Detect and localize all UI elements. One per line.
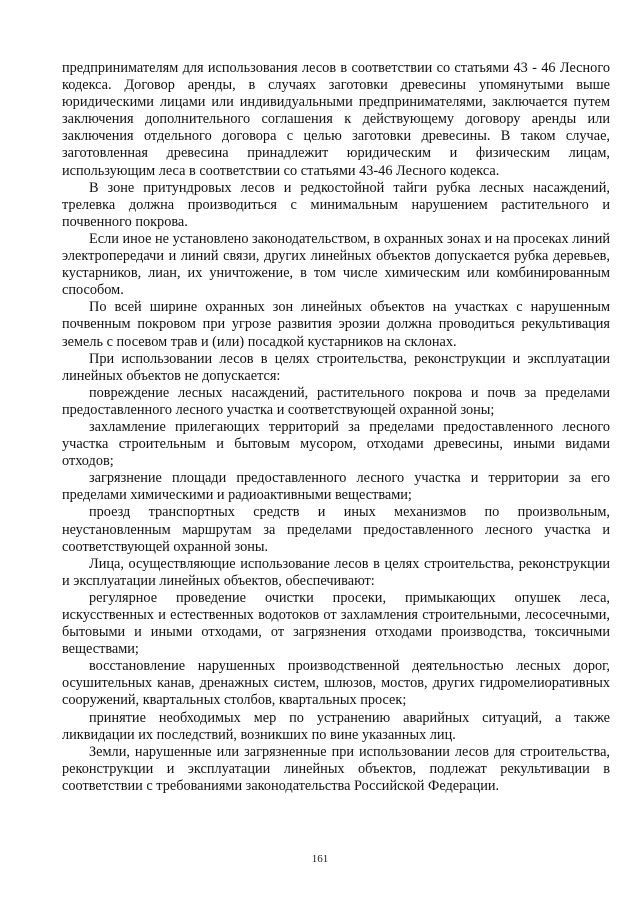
- paragraph: При использовании лесов в целях строительства, реконструкции и эксплуатации линейных объектов не допускается:: [62, 350, 610, 384]
- page-number: 161: [311, 853, 329, 865]
- list-item: принятие необходимых мер по устранению аварийных ситуаций, а также ликвидации их последствий, возникших по вине указанных лиц.: [62, 709, 610, 743]
- list-item: восстановление нарушенных производственной деятельностью лесных дорог, осушительных канав, дренажных систем, шлюзов, мостов, других гидромелиоративных сооружений, квартальных столбов, квартальных просек;: [62, 658, 610, 709]
- list-item: регулярное проведение очистки просеки, примыкающих опушек леса, искусственных и естественных водотоков от захламления строительными, лесосечными, бытовыми и иными отходами, от загрязнения отходами производства, токсичными веществами;: [62, 589, 610, 658]
- body-text: [62, 60, 610, 795]
- list-item: повреждение лесных насаждений, растительного покрова и почв за пределами предоставленного лесного участка и соответствующей охранной зоны;: [62, 384, 610, 418]
- paragraph: По всей ширине охранных зон линейных объектов на участках с нарушенным почвенным покровом при угрозе развития эрозии должна проводиться рекультивация земель с посевом трав и (или) посадкой кустарников на склонах.: [62, 299, 610, 350]
- list-item: проезд транспортных средств и иных механизмов по произвольным, неустановленным маршрутам за пределами предоставленного лесного участка и соответствующей охранной зоны.: [62, 504, 610, 555]
- paragraph: Земли, нарушенные или загрязненные при использовании лесов для строительства, реконструкции и эксплуатации линейных объектов, подлежат рекультивации в соответствии с требованиями законодательства Российской Федерации.: [62, 743, 610, 794]
- list-item: загрязнение площади предоставленного лесного участка и территории за его пределами химическими и радиоактивными веществами;: [62, 470, 610, 504]
- paragraph: Если иное не установлено законодательством, в охранных зонах и на просеках линий электропередачи и линий связи, других линейных объектов допускается рубка деревьев, кустарников, лиан, их уничтожение, в том числе химическим или комбинированным способом.: [62, 230, 610, 299]
- list-item: захламление прилегающих территорий за пределами предоставленного лесного участка строительным и бытовым мусором, отходами древесины, иными видами отходов;: [62, 418, 610, 470]
- paragraph: В зоне притундровых лесов и редкостойной тайги рубка лесных насаждений, трелевка должна производиться с минимальным нарушением растительного и почвенного покрова.: [62, 179, 610, 230]
- paragraph: Лица, осуществляющие использование лесов в целях строительства, реконструкции и эксплуатации линейных объектов, обеспечивают:: [62, 555, 610, 589]
- paragraph-continued: предпринимателям для использования лесов в соответствии со статьями 43 - 46 Лесного кодекса. Договор аренды, в случаях заготовки древесины упомянутыми выше юридическими лицами или индивидуальными предпринимателями, заключается путем заключения дополнительного соглашения к действующему договору аренды или заключения отдельного договора с целью заготовки древесины. В таком случае, заготовленная древесина принадлежит юридическим и физическим лицам, использующим леса в соответствии со статьями 43-46 Лесного кодекса.: [62, 60, 610, 179]
